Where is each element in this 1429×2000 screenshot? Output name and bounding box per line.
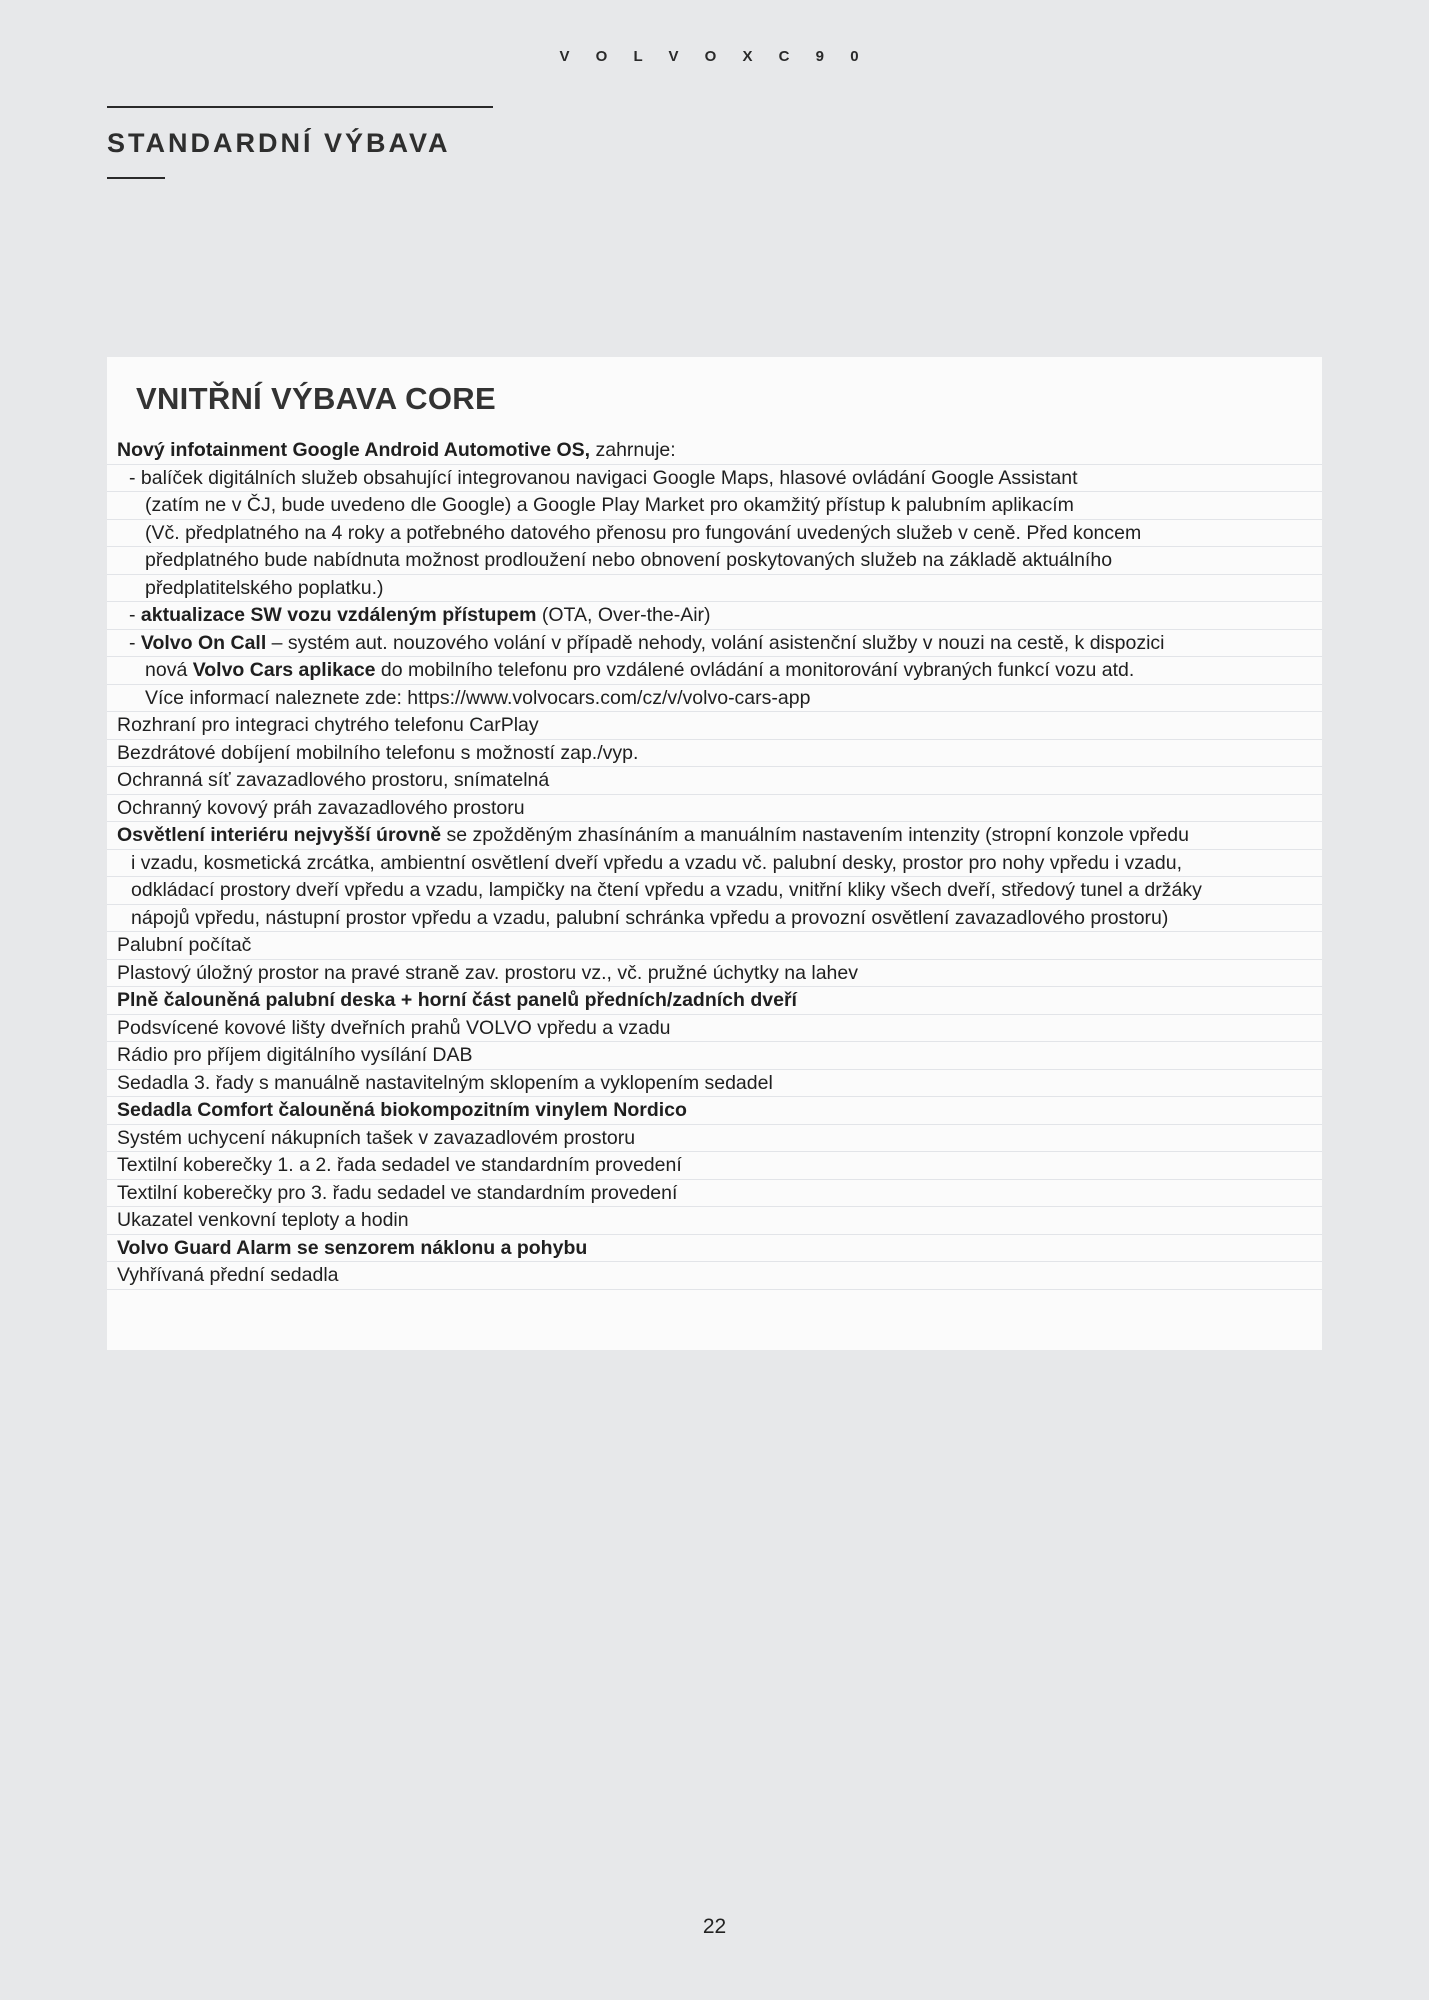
equipment-row bbox=[107, 850, 1322, 878]
equipment-row bbox=[107, 795, 1322, 823]
equipment-row bbox=[107, 1015, 1322, 1043]
equipment-row bbox=[107, 1152, 1322, 1180]
row-text: Bezdrátové dobíjení mobilního telefonu s možností zap./vyp. bbox=[117, 741, 639, 764]
equipment-row bbox=[107, 1125, 1322, 1153]
equipment-row bbox=[107, 932, 1322, 960]
equipment-row bbox=[107, 1097, 1322, 1125]
row-text: předplatného bude nabídnuta možnost prodloužení nebo obnovení poskytovaných služeb na základě aktuálního bbox=[145, 549, 1113, 571]
row-text: zahrnuje: bbox=[590, 439, 676, 461]
row-text: Palubní počítač bbox=[117, 934, 252, 956]
empty-row bbox=[107, 1290, 1322, 1318]
equipment-row bbox=[107, 905, 1322, 933]
row-text: Ukazatel venkovní teploty a hodin bbox=[117, 1209, 409, 1231]
equipment-row bbox=[107, 1070, 1322, 1098]
equipment-row bbox=[107, 712, 1322, 740]
row-text: i vzadu, kosmetická zrcátka, ambientní osvětlení dveří vpředu a vzadu vč. palubní desky, prostor pro nohy vpředu i vzadu, bbox=[131, 851, 1183, 874]
row-text: - balíček digitálních služeb obsahující integrovanou navigaci Google Maps, hlasové ovládání Google Assistant bbox=[129, 466, 1078, 489]
row-text: Rozhraní pro integraci chytrého telefonu CarPlay bbox=[117, 714, 539, 736]
equipment-row bbox=[107, 630, 1322, 658]
row-bold: aktualizace SW vozu vzdáleným přístupem bbox=[140, 604, 537, 626]
row-bold: Plně čalouněná palubní deska + horní část panelů předních/zadních dveří bbox=[117, 989, 797, 1011]
equipment-panel bbox=[107, 357, 1322, 1350]
equipment-row bbox=[107, 877, 1322, 905]
equipment-row bbox=[107, 1042, 1322, 1070]
equipment-row bbox=[107, 1262, 1322, 1290]
row-text: Podsvícené kovové lišty dveřních prahů VOLVO vpředu a vzadu bbox=[117, 1016, 671, 1039]
row-prefix: - bbox=[129, 604, 141, 626]
row-text: (zatím ne v ČJ, bude uvedeno dle Google) a Google Play Market pro okamžitý přístup k palubním aplikacím bbox=[145, 494, 1074, 516]
equipment-row bbox=[107, 685, 1322, 713]
equipment-row bbox=[107, 437, 1322, 465]
row-bold: Sedadla Comfort čalouněná biokompozitním vinylem Nordico bbox=[117, 1099, 687, 1121]
row-text: nápojů vpředu, nástupní prostor vpředu a vzadu, palubní schránka vpředu a provozní osvětlení zavazadlového prostoru) bbox=[131, 906, 1169, 929]
equipment-row bbox=[107, 465, 1322, 493]
row-prefix: nová bbox=[145, 659, 193, 681]
row-text: Sedadla 3. řady s manuálně nastavitelným sklopením a vyklopením sedadel bbox=[117, 1071, 773, 1094]
row-text: Rádio pro příjem digitálního vysílání DAB bbox=[117, 1044, 473, 1066]
equipment-row bbox=[107, 520, 1322, 548]
row-text: do mobilního telefonu pro vzdálené ovládání a monitorování vybraných funkcí vozu atd. bbox=[375, 659, 1135, 681]
top-divider bbox=[107, 106, 493, 108]
equipment-row bbox=[107, 602, 1322, 630]
equipment-list bbox=[107, 437, 1322, 1317]
row-bold: Osvětlení interiéru nejvyšší úrovně bbox=[117, 824, 442, 846]
equipment-row bbox=[107, 987, 1322, 1015]
row-text: (OTA, Over-the-Air) bbox=[536, 604, 711, 626]
row-text: Textilní koberečky pro 3. řadu sedadel ve standardním provedení bbox=[117, 1181, 678, 1204]
brand-header: V O L V O X C 9 0 bbox=[559, 48, 870, 65]
row-bold: Volvo Cars aplikace bbox=[192, 659, 376, 681]
equipment-row bbox=[107, 960, 1322, 988]
row-text: se zpožděným zhasínáním a manuálním nastavením intenzity (stropní konzole vpředu bbox=[441, 824, 1189, 846]
row-text: – systém aut. nouzového volání v případě nehody, volání asistenční služby v nouzi na cestě, k dispozici bbox=[266, 631, 1165, 654]
section-title: STANDARDNÍ VÝBAVA bbox=[107, 128, 451, 158]
row-text: Ochranná síť zavazadlového prostoru, snímatelná bbox=[117, 769, 550, 791]
title-underline bbox=[107, 177, 165, 179]
equipment-row bbox=[107, 657, 1322, 685]
equipment-row bbox=[107, 822, 1322, 850]
row-text: odkládací prostory dveří vpředu a vzadu, lampičky na čtení vpředu a vzadu, vnitřní kliky všech dveří, středový tunel a držáky bbox=[131, 879, 1202, 901]
row-bold: Volvo On Call bbox=[140, 631, 267, 654]
row-text: (Vč. předplatného na 4 roky a potřebného datového přenosu pro fungování uvedených služeb v ceně. Před koncem bbox=[145, 521, 1142, 544]
row-text: Více informací naleznete zde: https://www.volvocars.com/cz/v/volvo-cars-app bbox=[145, 686, 811, 709]
row-bold: Volvo Guard Alarm se senzorem náklonu a pohybu bbox=[117, 1236, 588, 1259]
row-text: předplatitelského poplatku.) bbox=[145, 576, 384, 599]
row-text: Plastový úložný prostor na pravé straně zav. prostoru vz., vč. pružné úchytky na lahev bbox=[117, 961, 858, 984]
equipment-row bbox=[107, 575, 1322, 603]
equipment-row bbox=[107, 492, 1322, 520]
equipment-row bbox=[107, 767, 1322, 795]
page-number: 22 bbox=[702, 1915, 727, 1938]
row-prefix: - bbox=[129, 631, 141, 654]
row-text: Ochranný kovový práh zavazadlového prostoru bbox=[117, 796, 525, 819]
equipment-row bbox=[107, 547, 1322, 575]
equipment-row bbox=[107, 1207, 1322, 1235]
equipment-row bbox=[107, 1180, 1322, 1208]
row-text: Systém uchycení nákupních tašek v zavazadlovém prostoru bbox=[117, 1126, 636, 1149]
row-text: Textilní koberečky 1. a 2. řada sedadel ve standardním provedení bbox=[117, 1154, 682, 1176]
row-text: Vyhřívaná přední sedadla bbox=[117, 1264, 339, 1286]
equipment-row bbox=[107, 1235, 1322, 1263]
panel-title: VNITŘNÍ VÝBAVA CORE bbox=[136, 381, 496, 416]
equipment-row bbox=[107, 740, 1322, 768]
row-bold: Nový infotainment Google Android Automotive OS, bbox=[117, 439, 591, 461]
